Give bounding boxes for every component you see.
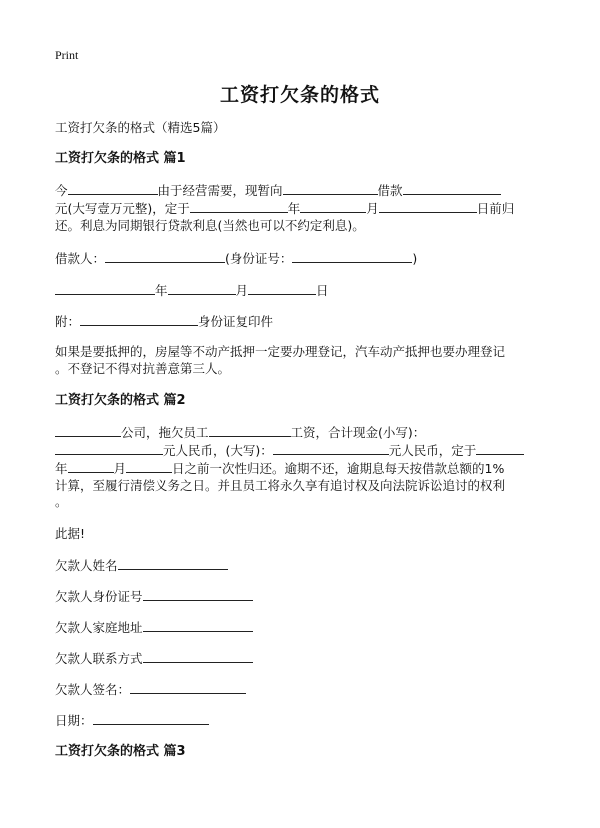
field-debtor-id [55,588,253,605]
blank [68,460,114,473]
blank [190,200,288,213]
section-heading-2: 工资打欠条的格式 篇2 [55,393,186,408]
paragraph-1-line-3: 还。利息为同期银行贷款利息(当然也可以不约定利息)。 [55,218,365,233]
document-subtitle: 工资打欠条的格式（精选5篇） [55,120,226,135]
field-debtor-contact [55,650,253,667]
borrower-line [55,250,417,267]
blank [168,282,236,295]
text: 日之前一次性归还。逾期不还，逾期息每天按借款总额的1% [172,461,505,476]
text: 月 [366,201,379,216]
blank [403,182,501,195]
attachment-line [55,313,273,330]
text: 身份证复印件 [198,314,274,329]
paragraph-1-line-2 [55,200,514,217]
blank [143,619,253,632]
paragraph-2-line-1 [55,424,425,441]
blank [300,200,366,213]
text: 年 [55,461,68,476]
field-debtor-signature [55,681,246,698]
text: 月 [113,461,127,476]
blank [143,588,253,601]
blank [248,282,316,295]
blank [273,442,389,455]
field-debtor-address [55,619,253,636]
text: 由于经营需要，现暂向 [157,183,283,198]
date-line [55,282,329,299]
field-label: 欠款人家庭地址 [55,620,143,635]
print-label: Print [55,48,79,62]
field-label: 日期： [55,713,93,728]
text: 元人民币，(大写)： [163,443,273,458]
blank [55,424,121,437]
text: ) [412,251,418,266]
text: 工资，合计现金(小写)： [290,425,426,440]
text: 公司，拖欠员工 [121,425,209,440]
paragraph-2-line-3 [55,460,504,477]
field-label: 欠款人联系方式 [55,651,143,666]
text: 年 [155,283,168,298]
note-line-2: 。不登记不得对抗善意第三人。 [55,361,231,376]
section-heading-3: 工资打欠条的格式 篇3 [55,744,186,759]
blank [143,650,253,663]
blank [80,313,198,326]
blank [292,250,412,263]
blank [55,442,163,455]
field-label: 欠款人签名： [55,682,131,697]
text: 年 [287,201,301,216]
paragraph-1-line-1 [55,182,501,199]
field-label: 欠款人身份证号 [55,589,143,604]
blank [93,712,209,725]
text: 附： [55,314,81,329]
paragraph-2-line-5: 。 [55,494,68,509]
paragraph-2-line-4: 计算，至履行清偿义务之日。并且员工将永久享有追讨权及向法院诉讼追讨的权利 [55,478,506,493]
blank [68,182,158,195]
closing-text: 此据! [55,526,86,541]
blank [283,182,378,195]
blank [118,557,228,570]
text: 借款 [377,183,403,198]
section-heading-1: 工资打欠条的格式 篇1 [55,151,186,166]
text: 元人民币，定于 [388,443,477,458]
text: 日 [316,283,329,298]
text: 今 [55,183,68,198]
text: 借款人： [55,251,106,266]
paragraph-2-line-2 [55,442,524,459]
field-date [55,712,209,729]
blank [105,250,225,263]
text: 月 [235,283,249,298]
blank [476,442,524,455]
blank [379,200,477,213]
text: 日前归 [476,201,515,216]
field-label: 欠款人姓名 [55,558,118,573]
blank [126,460,172,473]
note-line-1: 如果是要抵押的，房屋等不动产抵押一定要办理登记，汽车动产抵押也要办理登记 [55,344,506,359]
blank [55,282,155,295]
document-title: 工资打欠条的格式 [219,84,380,106]
blank [209,424,291,437]
text: 元(大写壹万元整)，定于 [55,201,190,216]
field-debtor-name [55,557,228,574]
blank [130,681,246,694]
text: (身份证号： [225,251,293,266]
